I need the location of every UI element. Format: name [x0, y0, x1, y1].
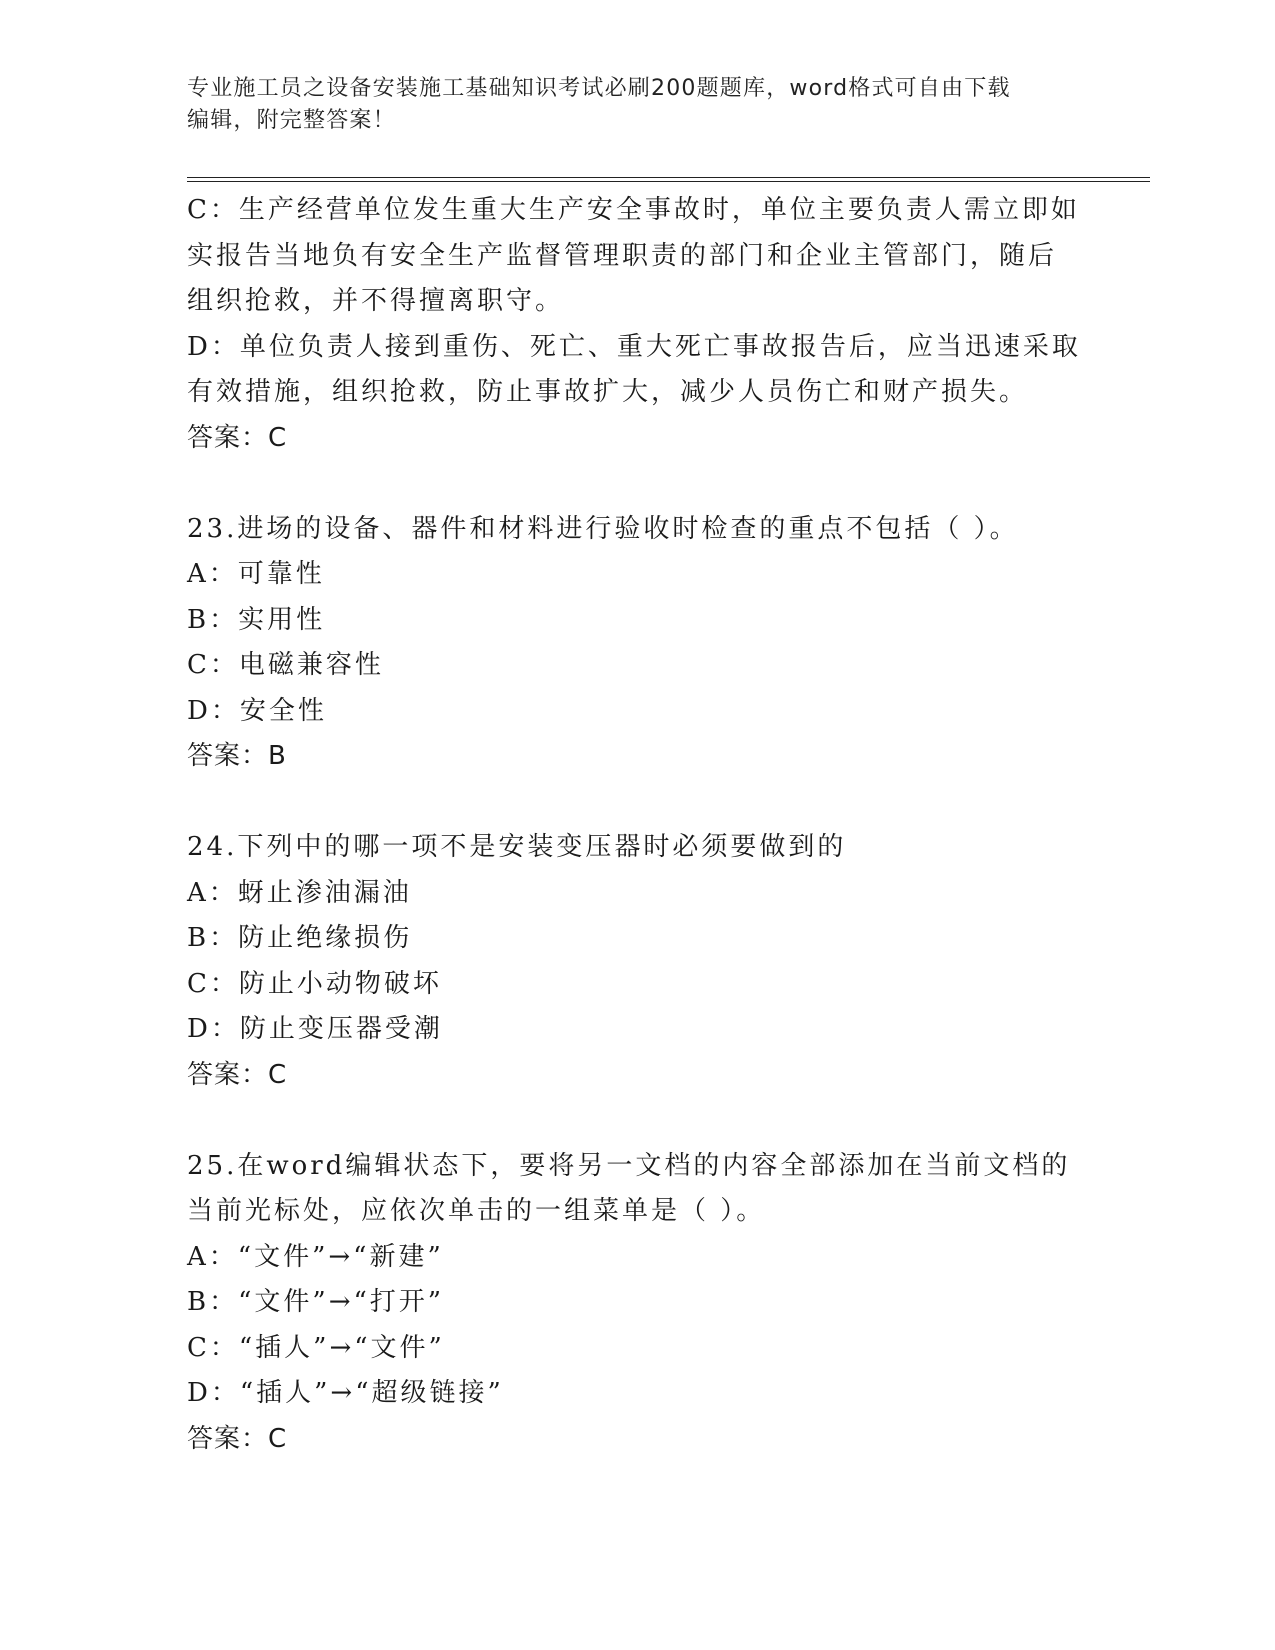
header-divider-top: [187, 177, 1150, 178]
option-c-line-1: C：生产经营单位发生重大生产安全事故时，单位主要负责人需立即如: [187, 195, 1080, 225]
option-c: C：电磁兼容性: [187, 650, 384, 680]
option-d-line-2: 有效措施，组织抢救，防止事故扩大，减少人员伤亡和财产损失。: [187, 377, 1029, 407]
option-c: C：“插人”→“文件”: [187, 1332, 445, 1363]
option-a: A：可靠性: [187, 559, 325, 589]
question-23: [187, 507, 1087, 780]
question-text: 23.进场的设备、器件和材料进行验收时检查的重点不包括（ ）。: [187, 513, 1019, 544]
option-a: A：“文件”→“新建”: [187, 1241, 444, 1272]
header-title-line-2: 编辑，附完整答案！: [187, 108, 396, 133]
option-b: B：实用性: [187, 604, 326, 635]
answer-line: 答案：C: [187, 1423, 288, 1454]
option-c-line-3: 组织抢救，并不得擅离职守。: [187, 286, 565, 316]
question-text: 24.下列中的哪一项不是安装变压器时必须要做到的: [187, 832, 847, 862]
option-d: D：安全性: [187, 695, 327, 726]
option-c: C：防止小动物破坏: [187, 968, 442, 999]
option-d-line-1: D：单位负责人接到重伤、死亡、重大死亡事故报告后，应当迅速采取: [187, 331, 1081, 362]
option-a: A：蚜止渗油漏油: [187, 877, 412, 908]
question-text-line-2: 当前光标处，应依次单击的一组菜单是（ ）。: [187, 1196, 766, 1226]
option-b: B：“文件”→“打开”: [187, 1287, 445, 1317]
page-header: [187, 73, 1067, 137]
option-d: D：防止变压器受潮: [187, 1014, 443, 1044]
answer-line: 答案：C: [187, 1059, 288, 1090]
question-content: [187, 188, 1087, 1462]
question-25: [187, 1144, 1087, 1463]
spacer: [187, 1098, 1087, 1144]
question-text-line-1: 25.在word编辑状态下，要将另一文档的内容全部添加在当前文档的: [187, 1150, 1071, 1181]
answer-line: 答案：B: [187, 741, 287, 771]
header-title-line-1: 专业施工员之设备安装施工基础知识考试必刷200题题库，word格式可自由下载: [187, 76, 1011, 101]
option-b: B：防止绝缘损伤: [187, 923, 413, 953]
header-divider-bottom: [187, 181, 1150, 182]
spacer: [187, 461, 1087, 507]
question-24: [187, 825, 1087, 1098]
answer-line: 答案：C: [187, 422, 288, 453]
question-22-tail: [187, 188, 1087, 461]
option-d: D：“插人”→“超级链接”: [187, 1378, 504, 1408]
spacer: [187, 780, 1087, 826]
option-c-line-2: 实报告当地负有安全生产监督管理职责的部门和企业主管部门，随后: [187, 240, 1058, 271]
